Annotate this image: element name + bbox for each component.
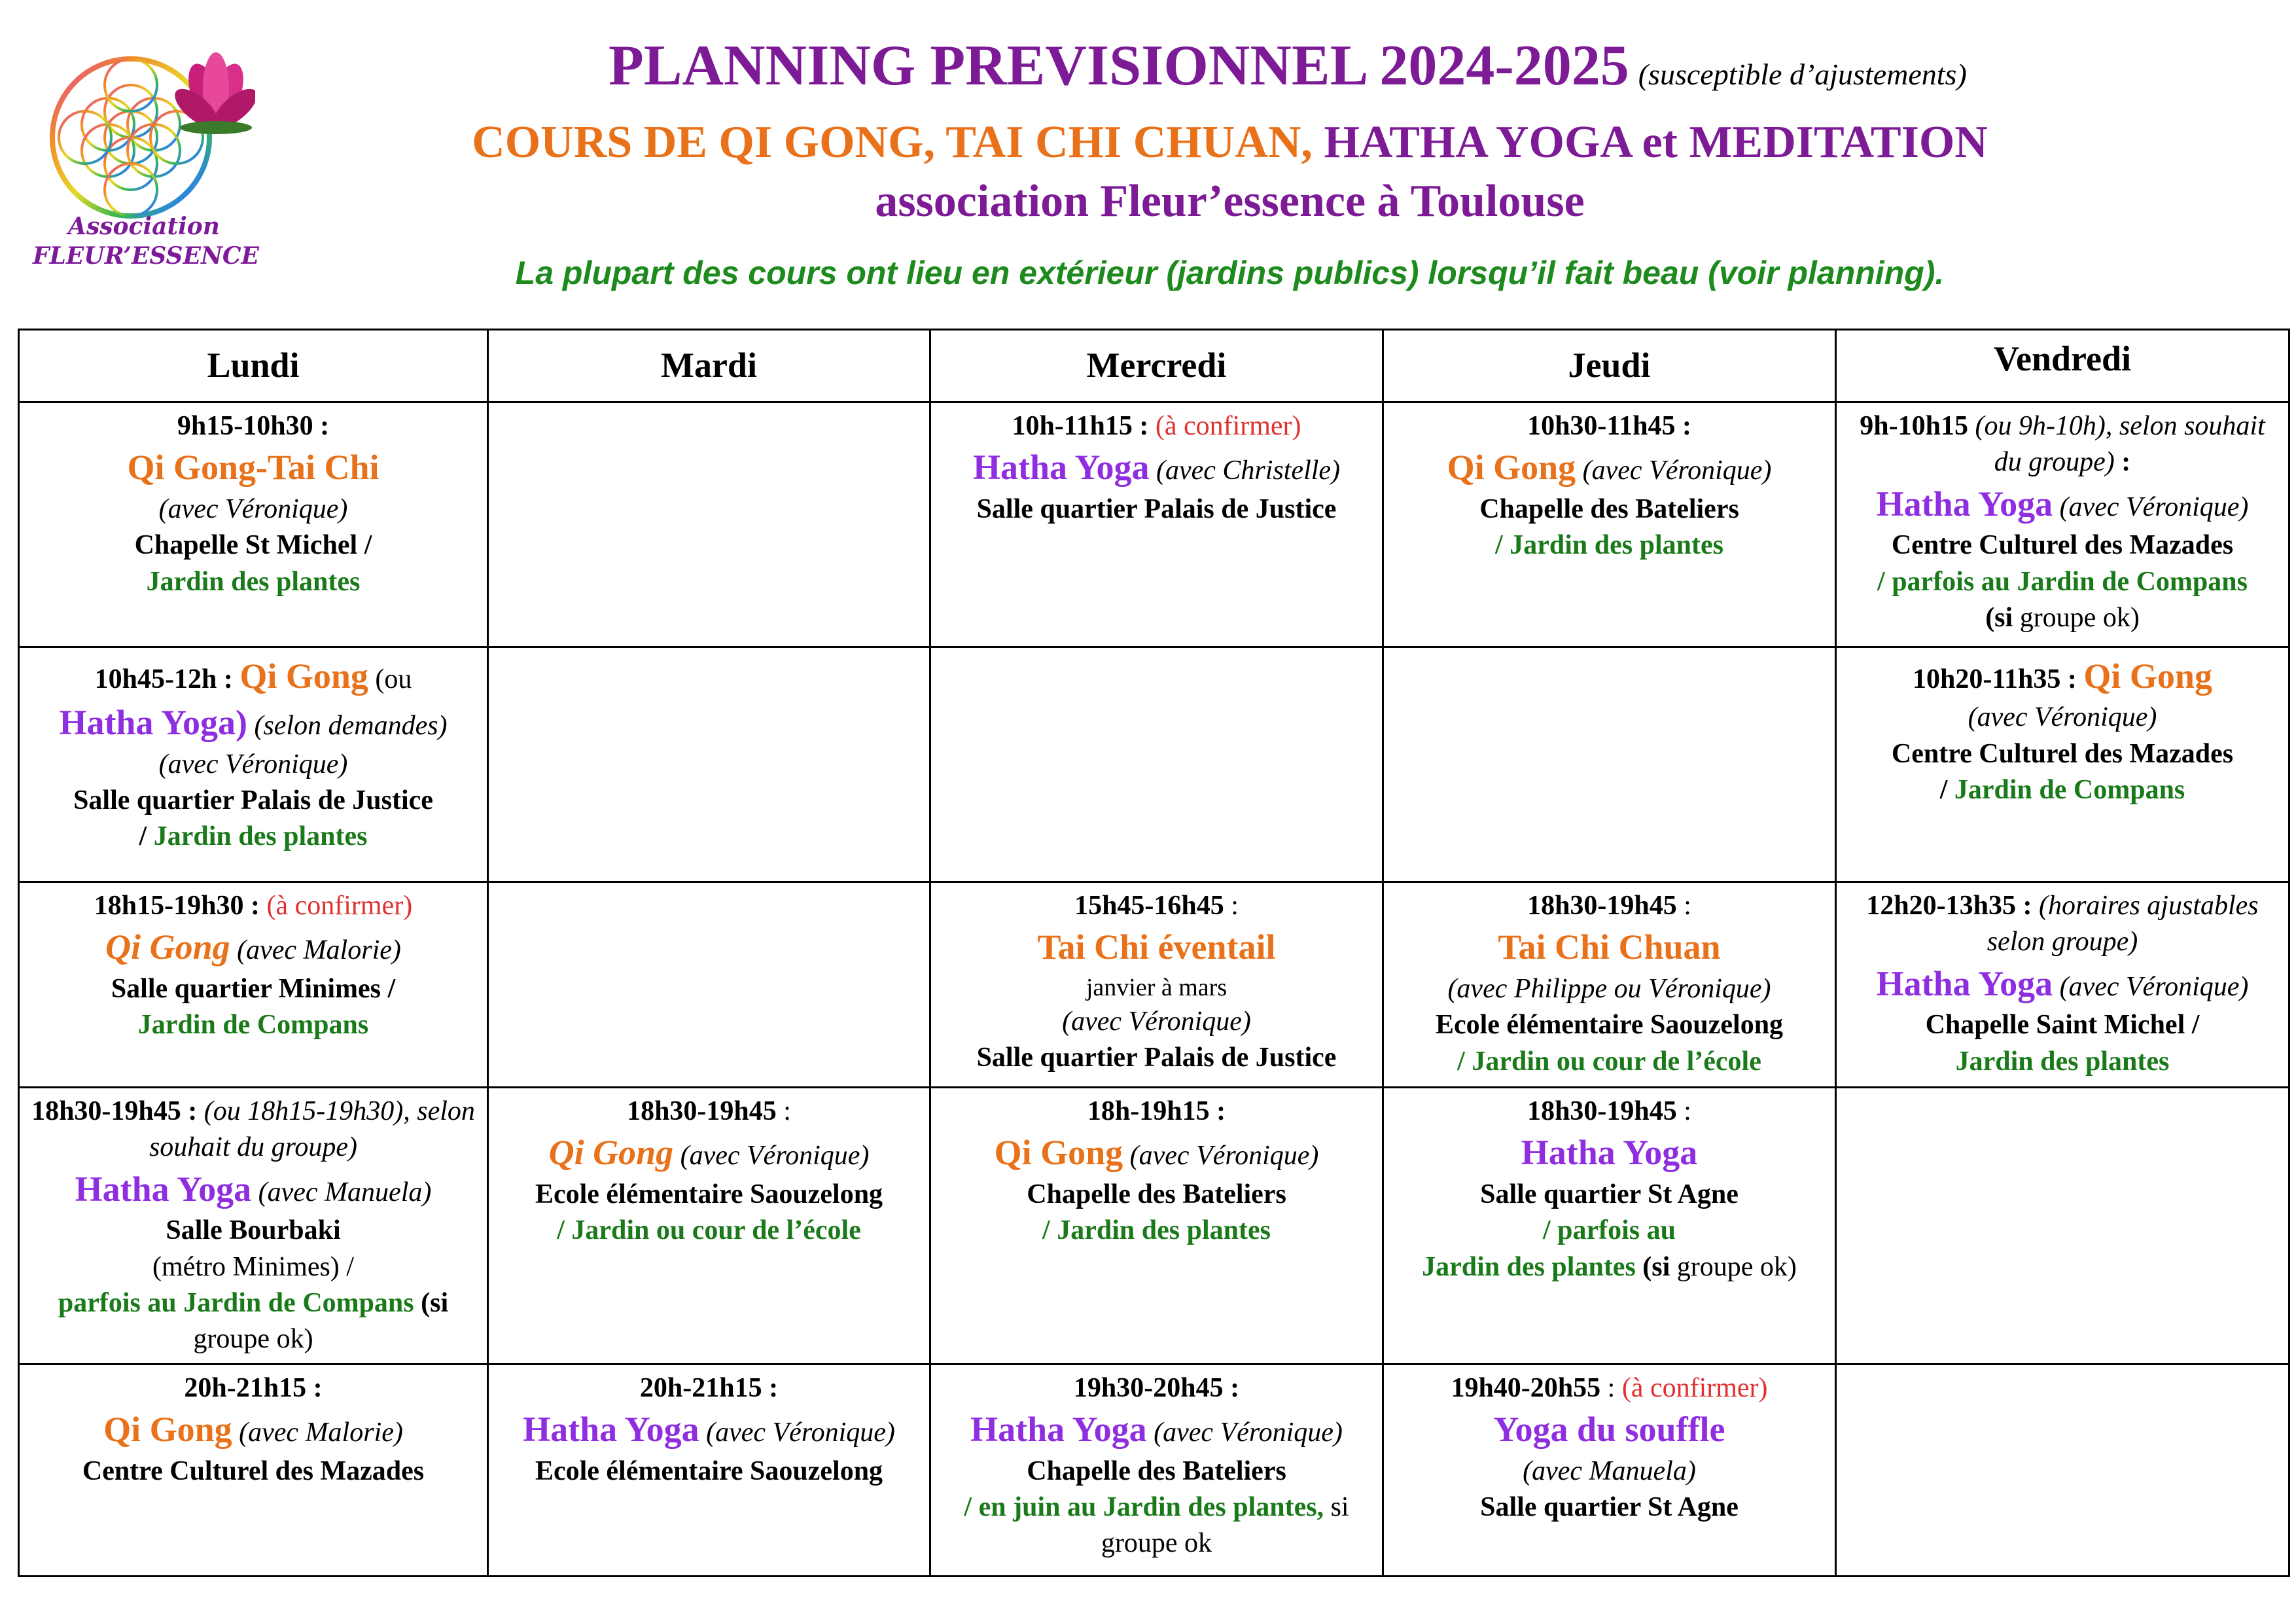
colon: : <box>1684 1096 1691 1126</box>
venue: Salle quartier Palais de Justice <box>976 493 1337 524</box>
course-name: Qi Gong <box>105 927 230 967</box>
day-header-vendredi: Vendredi <box>1836 330 2289 402</box>
cell-vendredi-4 <box>1836 1088 2289 1364</box>
garden: / Jardin des plantes <box>1495 530 1723 561</box>
confirm-note: (à confirmer) <box>1621 1372 1768 1403</box>
time-slot: 18h30-19h45 <box>627 1096 777 1126</box>
colon: : <box>1684 891 1691 921</box>
teacher: (avec Manuela) <box>258 1177 432 1207</box>
course-name: Tai Chi éventail <box>1037 927 1276 967</box>
venue: Salle quartier Palais de Justice <box>73 785 433 815</box>
colon: : <box>783 1096 791 1126</box>
colon: : <box>1607 1372 1616 1403</box>
venue: Chapelle des Bateliers <box>1027 1179 1286 1209</box>
cell-jeudi-5 <box>1383 1364 1836 1576</box>
cell-jeudi-4 <box>1383 1088 1836 1364</box>
time-note: (ou 9h-10h), selon souhait du groupe) <box>1975 411 2265 478</box>
cell-lundi-5 <box>19 1364 488 1576</box>
time-slot: 19h30-20h45 : <box>1073 1372 1240 1403</box>
slash: / <box>1939 775 1948 806</box>
teacher: (avec Véronique) <box>158 749 348 779</box>
table-row <box>19 402 2289 647</box>
table-row <box>19 1088 2289 1364</box>
period: janvier à mars <box>1086 973 1227 1001</box>
note: (selon demandes) <box>254 711 448 741</box>
venue: Centre Culturel des Mazades <box>1891 738 2234 769</box>
time-slot: 18h30-19h45 <box>1527 1096 1677 1126</box>
venue: Ecole élémentaire Saouzelong <box>1435 1010 1784 1041</box>
teacher: (avec Véronique) <box>2059 491 2249 522</box>
logo-text-line1: Association <box>68 213 220 240</box>
time-slot: 9h15-10h30 : <box>177 411 330 441</box>
title-note: (susceptible d’ajustements) <box>1638 58 1967 91</box>
venue: Salle quartier St Agne <box>1480 1492 1739 1523</box>
condition-bold: (si <box>1642 1251 1670 1282</box>
venue: Salle quartier St Agne <box>1480 1179 1739 1209</box>
garden: / Jardin ou cour de l’école <box>1457 1046 1761 1077</box>
cell-mercredi-1 <box>930 402 1383 647</box>
cell-mardi-5 <box>488 1364 930 1576</box>
venue: Centre Culturel des Mazades <box>82 1455 425 1486</box>
garden: / Jardin ou cour de l’école <box>557 1215 861 1246</box>
venue: Chapelle des Bateliers <box>1479 493 1739 524</box>
table-row <box>19 1364 2289 1576</box>
slash: / <box>139 821 147 852</box>
condition: groupe ok) <box>1676 1251 1797 1282</box>
course-name: Qi Gong-Tai Chi <box>127 448 380 488</box>
teacher: (avec Malorie) <box>239 1418 403 1448</box>
course-name: Hatha Yoga <box>523 1410 699 1450</box>
venue: Salle Bourbaki <box>166 1215 341 1246</box>
course-name: Qi Gong <box>994 1133 1123 1173</box>
cell-mardi-2 <box>488 647 930 882</box>
cell-vendredi-1 <box>1836 402 2289 647</box>
teacher: (avec Véronique) <box>680 1141 870 1171</box>
subtitle-purple: HATHA YOGA et MEDITATION <box>1324 117 1988 168</box>
condition: groupe ok) <box>193 1324 313 1355</box>
teacher: (avec Philippe ou Véronique) <box>1447 973 1771 1004</box>
table-header-row <box>19 330 2289 402</box>
cell-mardi-4 <box>488 1088 930 1364</box>
time-slot: 10h45-12h : <box>94 664 233 694</box>
course-name: Qi Gong <box>103 1410 232 1450</box>
cell-mercredi-5 <box>930 1364 1383 1576</box>
time-slot: 9h-10h15 <box>1860 411 1968 441</box>
teacher: (avec Christelle) <box>1156 455 1341 486</box>
garden: / en juin au Jardin des plantes, <box>964 1492 1324 1523</box>
colon: : <box>2121 447 2131 478</box>
course-name: Qi Gong <box>1447 448 1576 488</box>
confirm-note: (à confirmer) <box>1155 411 1301 441</box>
course-name: Qi Gong <box>2083 656 2212 696</box>
course-name: Hatha Yoga <box>970 1410 1147 1450</box>
course-name: Tai Chi Chuan <box>1498 927 1721 967</box>
garden: / Jardin des plantes <box>1042 1215 1271 1246</box>
condition: groupe ok) <box>2019 603 2140 633</box>
cell-jeudi-3 <box>1383 882 1836 1088</box>
or-text: (ou <box>375 664 412 694</box>
teacher: (avec Véronique) <box>1154 1418 1343 1448</box>
garden: Jardin de Compans <box>1954 775 2185 806</box>
cell-vendredi-3 <box>1836 882 2289 1088</box>
venue: Chapelle Saint Michel / <box>1925 1010 2200 1041</box>
day-header-lundi: Lundi <box>19 330 488 402</box>
cell-mercredi-2 <box>930 647 1383 882</box>
time-slot: 19h40-20h55 <box>1451 1372 1601 1403</box>
venue: Salle quartier Palais de Justice <box>976 1043 1337 1073</box>
garden: Jardin des plantes <box>1955 1046 2170 1077</box>
subtitle <box>0 116 2296 169</box>
time-note: (horaires ajustables selon groupe) <box>1987 891 2259 957</box>
colon: : <box>1231 891 1239 921</box>
time-slot: 10h20-11h35 : <box>1913 664 2077 694</box>
cell-lundi-2 <box>19 647 488 882</box>
cell-mercredi-4 <box>930 1088 1383 1364</box>
teacher: (avec Véronique) <box>1129 1141 1319 1171</box>
course-name-alt: Hatha Yoga) <box>59 703 247 743</box>
teacher: (avec Véronique) <box>2059 971 2249 1002</box>
cell-mardi-3 <box>488 882 930 1088</box>
garden: Jardin des plantes <box>153 821 368 852</box>
teacher: (avec Véronique) <box>706 1418 895 1448</box>
teacher: (avec Manuela) <box>1523 1455 1696 1486</box>
course-name: Qi Gong <box>548 1133 674 1173</box>
condition: si groupe ok <box>1101 1492 1349 1559</box>
table-row <box>19 647 2289 882</box>
time-slot: 20h-21h15 : <box>184 1372 323 1403</box>
time-slot: 18h-19h15 : <box>1087 1096 1226 1126</box>
day-header-mercredi: Mercredi <box>930 330 1383 402</box>
cell-mardi-1 <box>488 402 930 647</box>
page-title <box>609 33 1967 99</box>
teacher: (avec Véronique) <box>158 493 348 524</box>
course-name: Qi Gong <box>239 656 368 696</box>
time-slot: 10h-11h15 : <box>1012 411 1149 441</box>
cell-lundi-1 <box>19 402 488 647</box>
time-slot: 15h45-16h45 <box>1074 891 1224 921</box>
venue: Chapelle des Bateliers <box>1027 1455 1286 1486</box>
cell-jeudi-2 <box>1383 647 1836 882</box>
time-slot: 18h30-19h45 <box>1527 891 1677 921</box>
garden: Jardin des plantes <box>146 566 361 597</box>
time-slot: 10h30-11h45 : <box>1527 411 1691 441</box>
venue: Salle quartier Minimes / <box>111 973 396 1004</box>
garden-line1: / parfois au <box>1542 1215 1676 1246</box>
course-name: Yoga du souffle <box>1493 1410 1725 1450</box>
garden-line2: Jardin des plantes <box>1422 1251 1636 1282</box>
day-header-mardi: Mardi <box>488 330 930 402</box>
course-name: Hatha Yoga <box>972 448 1150 488</box>
course-name: Hatha Yoga <box>1521 1133 1698 1173</box>
time-slot: 18h30-19h45 : <box>31 1096 198 1126</box>
teacher: (avec Malorie) <box>237 935 401 966</box>
association-name: association Fleur’essence à Toulouse <box>875 176 1585 226</box>
course-name: Hatha Yoga <box>1876 484 2053 524</box>
venue: Ecole élémentaire Saouzelong <box>535 1179 883 1209</box>
time-slot: 12h20-13h35 : <box>1866 891 2032 921</box>
confirm-note: (à confirmer) <box>266 891 413 921</box>
title-text: PLANNING PREVISIONNEL 2024-2025 <box>609 34 1629 98</box>
schedule-table <box>18 329 2290 1577</box>
course-name: Hatha Yoga <box>1876 963 2053 1003</box>
condition-bold: (si <box>1985 603 2013 633</box>
subtitle-orange: COURS DE QI GONG, TAI CHI CHUAN, <box>472 117 1313 168</box>
outdoor-notice: La plupart des cours ont lieu en extérieur (jardins publics) lorsqu’il fait beau (voir planning). <box>515 255 1945 291</box>
course-name: Hatha Yoga <box>75 1169 252 1209</box>
cell-mercredi-3 <box>930 882 1383 1088</box>
garden: parfois au Jardin de Compans <box>58 1288 414 1319</box>
cell-lundi-4 <box>19 1088 488 1364</box>
table-row <box>19 882 2289 1088</box>
garden: Jardin de Compans <box>137 1010 369 1041</box>
teacher: (avec Véronique) <box>1968 702 2157 733</box>
time-slot: 20h-21h15 : <box>639 1372 779 1403</box>
cell-jeudi-1 <box>1383 402 1836 647</box>
garden: / parfois au Jardin de Compans <box>1877 566 2248 597</box>
day-header-jeudi: Jeudi <box>1383 330 1836 402</box>
time-slot: 18h15-19h30 : <box>94 891 260 921</box>
cell-lundi-3 <box>19 882 488 1088</box>
time-note: (ou 18h15-19h30), selon souhait du groupe) <box>149 1096 475 1163</box>
metro: (métro Minimes) / <box>152 1251 354 1282</box>
condition-bold: (si <box>421 1288 449 1319</box>
cell-vendredi-5 <box>1836 1364 2289 1576</box>
logo-text-line2: FLEUR’ESSENCE <box>33 242 259 270</box>
venue: Ecole élémentaire Saouzelong <box>535 1455 883 1486</box>
teacher: (avec Véronique) <box>1062 1006 1251 1037</box>
venue: Chapelle St Michel / <box>134 530 372 561</box>
teacher: (avec Véronique) <box>1582 455 1772 486</box>
venue: Centre Culturel des Mazades <box>1891 530 2234 561</box>
cell-vendredi-2 <box>1836 647 2289 882</box>
